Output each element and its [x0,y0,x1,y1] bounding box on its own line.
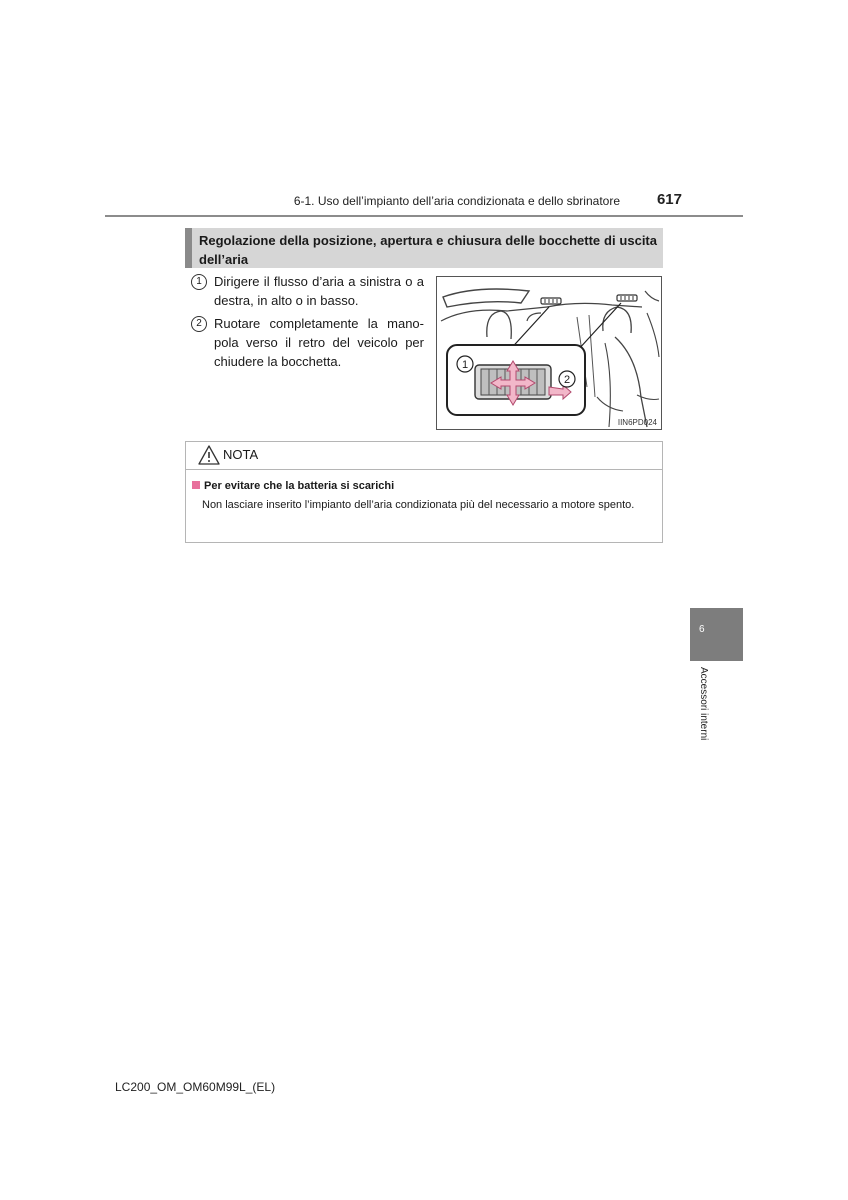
step-number: 2 [191,316,207,332]
note-box [185,441,663,543]
chapter-title: Accessori interni [698,667,709,741]
step-item [190,314,424,371]
step-list [190,272,424,375]
warning-triangle-icon [198,445,220,465]
note-header [186,442,662,470]
note-body: Non lasciare inserito l’impianto dell’aria condizionata più del necessario a motore spento. [202,499,635,511]
air-vent-illustration [437,277,661,429]
note-subtitle [192,480,394,492]
callout-2: 2 [563,374,571,386]
figure-code: IIN6PD024 [617,418,657,427]
step-item [190,272,424,310]
step-text: Dirigere il flusso d’aria a sinistra o a destra, in alto o in basso. [214,274,424,308]
air-vent-figure [436,276,662,430]
callout-1: 1 [461,359,469,371]
chapter-tab [690,608,743,661]
note-subtitle-text: Per evitare che la batteria si scarichi [204,480,395,492]
page-number: 617 [656,191,682,208]
step-text: Ruotare completamente la mano-pola verso il retro del veicolo per chiudere la bocchetta. [214,316,424,369]
header-divider [105,215,743,217]
section-heading: Regolazione della posizione, apertura e chiusura delle bocchette di uscita dell’aria [185,228,663,268]
note-label: NOTA [223,447,259,462]
chapter-number: 6 [699,624,705,635]
bullet-icon [192,481,200,489]
footer-code: LC200_OM_OM60M99L_(EL) [115,1080,276,1094]
step-number: 1 [191,274,207,290]
running-header: 6-1. Uso dell’impianto dell’aria condizionata e dello sbrinatore [293,194,620,208]
